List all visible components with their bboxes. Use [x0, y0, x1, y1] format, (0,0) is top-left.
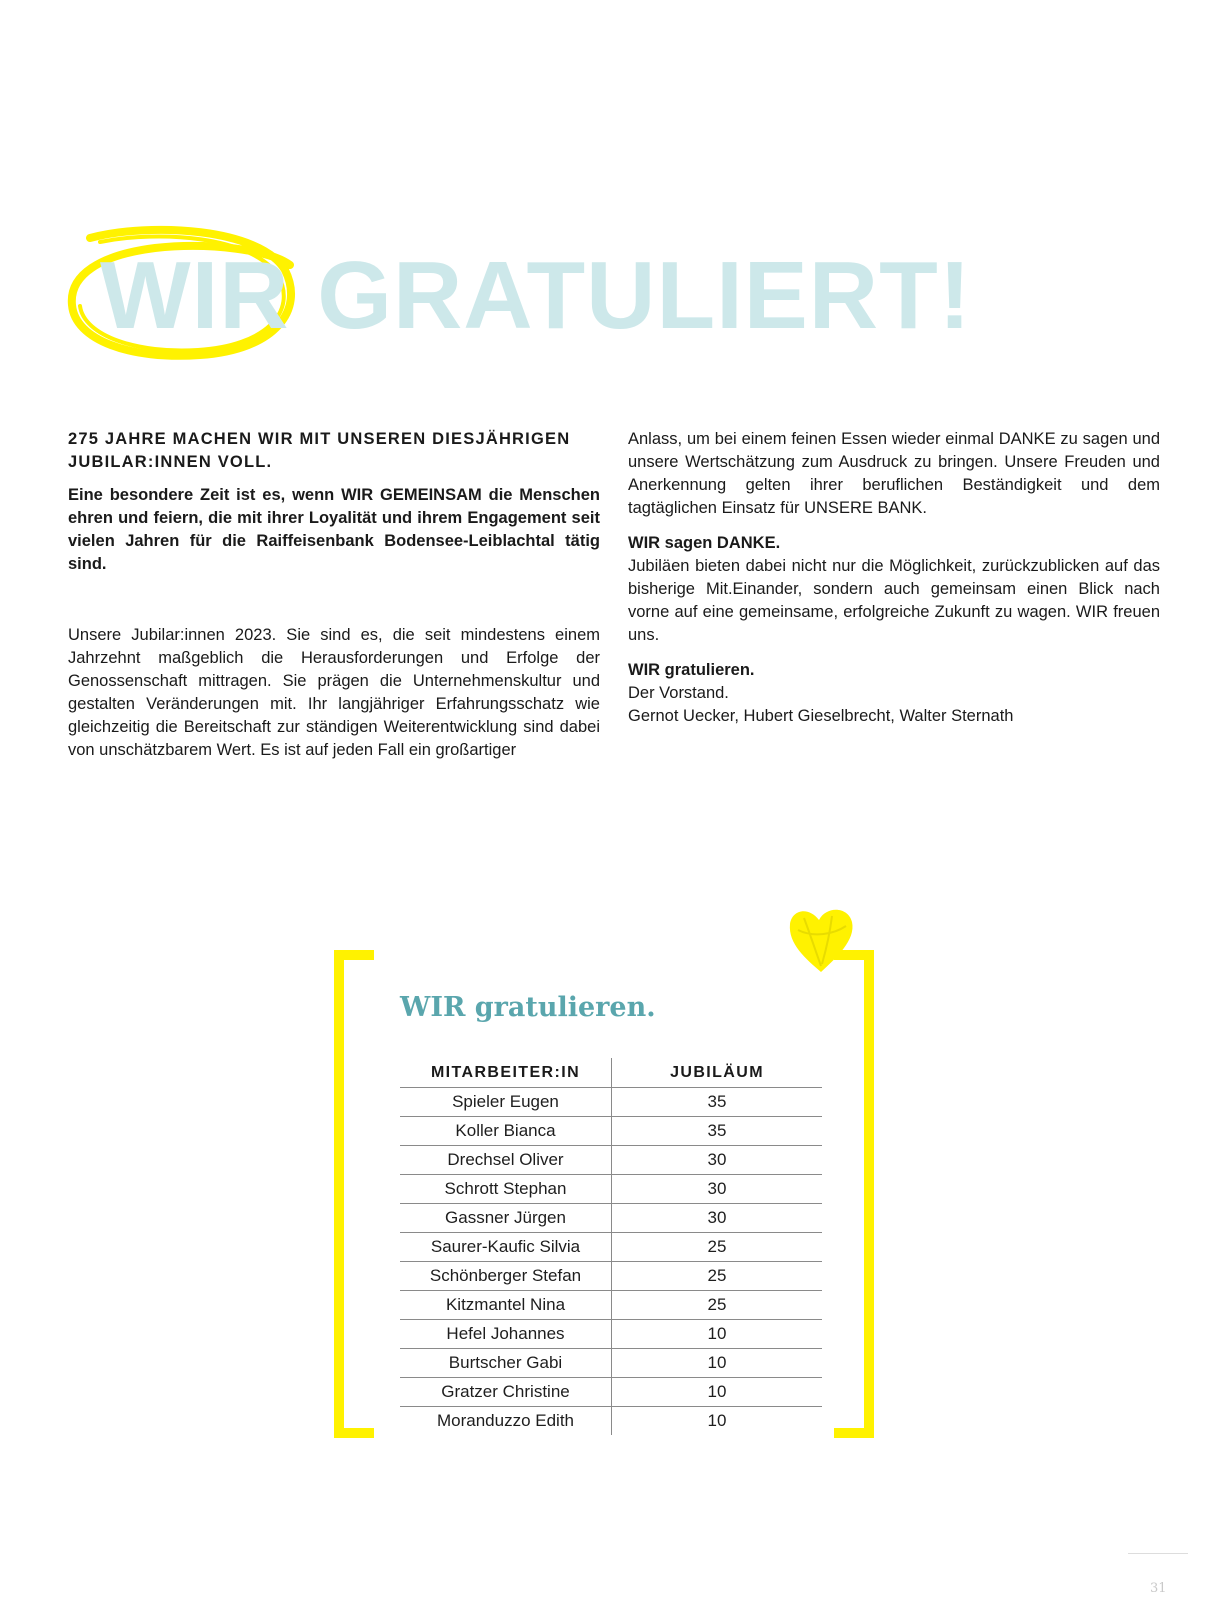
table-row [400, 1117, 822, 1146]
table-row [400, 1349, 822, 1378]
signature-line: Der Vorstand. [628, 684, 729, 702]
employee-name: Kitzmantel Nina [400, 1291, 612, 1320]
table-row [400, 1233, 822, 1262]
box-title: WIR gratulieren. [400, 992, 656, 1023]
table-row [400, 1291, 822, 1320]
anniversary-years: 25 [612, 1262, 823, 1291]
employee-name: Spieler Eugen [400, 1088, 612, 1117]
employee-name: Drechsel Oliver [400, 1146, 612, 1175]
heart-icon [786, 904, 856, 976]
header-employee: MITARBEITER:IN [400, 1058, 612, 1088]
table-row [400, 1378, 822, 1407]
body-paragraph: Unsere Jubilar:innen 2023. Sie sind es, die seit mindestens einem Jahrzehnt maßgeblich die Herausforderungen und Erfolge der Genossenschaft mittragen. Sie prägen die Unternehmenskultur und gestalten Veränderungen mit. Ihr langjähriger Erfahrungsschatz wie gleichzeitig die Bereitschaft zur ständigen Weiterentwicklung sind dabei von unschätzbarem Wert. Es ist auf jeden Fall ein großartiger [68, 626, 600, 759]
table-row [400, 1146, 822, 1175]
anniversary-years: 35 [612, 1117, 823, 1146]
employee-name: Schrott Stephan [400, 1175, 612, 1204]
anniversary-years: 10 [612, 1349, 823, 1378]
anniversary-years: 35 [612, 1088, 823, 1117]
anniversary-years: 30 [612, 1175, 823, 1204]
anniversary-years: 30 [612, 1204, 823, 1233]
anniversary-years: 10 [612, 1320, 823, 1349]
employee-name: Schönberger Stefan [400, 1262, 612, 1291]
employee-name: Koller Bianca [400, 1117, 612, 1146]
anniversary-years: 25 [612, 1233, 823, 1262]
employee-name: Burtscher Gabi [400, 1349, 612, 1378]
employee-name: Moranduzzo Edith [400, 1407, 612, 1436]
employee-name: Saurer-Kaufic Silvia [400, 1233, 612, 1262]
page-number: 31 [1150, 1581, 1167, 1596]
congrats-heading: WIR gratulieren. [628, 661, 755, 679]
page-number-rule [1128, 1553, 1188, 1554]
anniversary-table [400, 1058, 822, 1435]
table-row [400, 1088, 822, 1117]
right-text-column [628, 428, 1160, 728]
table-row [400, 1320, 822, 1349]
anniversary-years: 10 [612, 1378, 823, 1407]
employee-name: Gratzer Christine [400, 1378, 612, 1407]
anniversary-years: 10 [707, 1411, 727, 1430]
page-title: WIR GRATULIERT! [100, 242, 972, 349]
table-row [400, 1407, 822, 1436]
header-anniversary: JUBILÄUM [612, 1058, 823, 1088]
table-header-row [400, 1058, 822, 1088]
anniversary-years: 30 [612, 1146, 823, 1175]
signature-names: Gernot Uecker, Hubert Gieselbrecht, Walter Sternath [628, 707, 1014, 725]
employee-name: Gassner Jürgen [400, 1204, 612, 1233]
table-row [400, 1175, 822, 1204]
thanks-heading: WIR sagen DANKE. [628, 534, 781, 552]
employee-name: Hefel Johannes [400, 1320, 612, 1349]
left-text-column [68, 428, 600, 762]
lead-text: 275 JAHRE MACHEN WIR MIT UNSEREN DIESJÄHRIGEN JUBILAR:INNEN VOLL. [68, 430, 571, 471]
thanks-paragraph: Jubiläen bieten dabei nicht nur die Möglichkeit, zurückzublicken auf das bisherige Mit.Einander, sondern auch gemeinsam einen Blick nach vorne auf eine gemeinsame, erfolgreiche Zukunft zu wagen. WIR freuen uns. [628, 557, 1160, 644]
table-row [400, 1262, 822, 1291]
table-row [400, 1204, 822, 1233]
anniversary-years: 25 [612, 1291, 823, 1320]
intro-paragraph: Eine besondere Zeit ist es, wenn WIR GEMEINSAM die Menschen ehren und feiern, die mit ihrer Loyalität und ihrem Engagement seit vielen Jahren für die Raiffeisenbank Bodensee-Leiblachtal tätig sind. [68, 486, 600, 573]
body-paragraph-continued: Anlass, um bei einem feinen Essen wieder einmal DANKE zu sagen und unsere Wertschätzung zum Ausdruck zu bringen. Unsere Freuden und Anerkennung gelten ihrer beruflichen Beständigkeit und dem tagtäglichen Einsatz für UNSERE BANK. [628, 430, 1160, 517]
